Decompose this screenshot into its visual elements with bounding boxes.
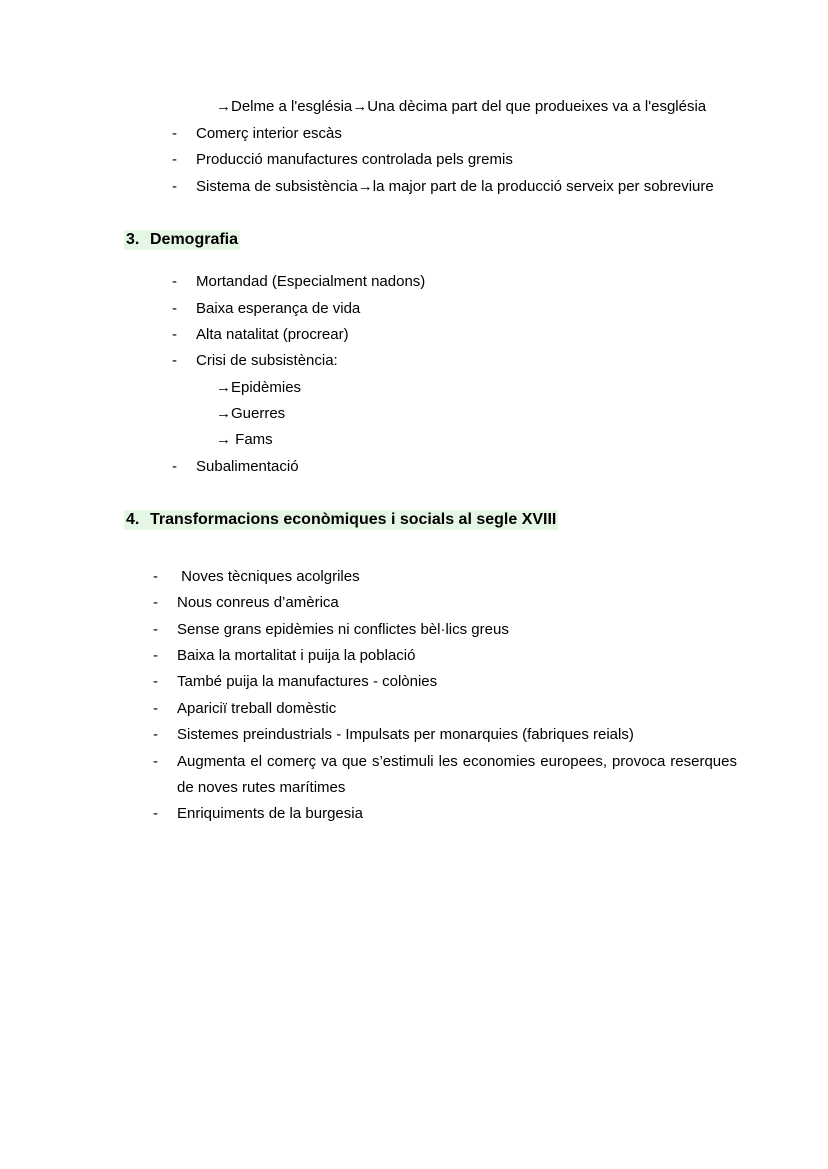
list-item: Comerç interior escàs: [196, 125, 342, 142]
bullet: -: [172, 151, 177, 168]
section-heading-transformacions: [120, 509, 562, 531]
heading-title: Demografia: [150, 231, 239, 248]
arrow-line-delme: →Delme a l'església→Una dècima part del que produeixes va a l'església: [216, 98, 707, 115]
section-heading-demografia: [120, 229, 244, 251]
heading-title: Transformacions econòmiques i socials al segle XVIII: [150, 511, 557, 528]
bullet: -: [172, 326, 177, 343]
bullet: -: [153, 673, 158, 690]
list-item: Sistemes preindustrials - Impulsats per monarquies (fabriques reials): [177, 726, 634, 743]
sub-item: →Guerres: [216, 405, 286, 422]
bullet: -: [172, 458, 177, 475]
bullet: -: [153, 726, 158, 743]
list-item: També puija la manufactures - colònies: [177, 673, 438, 690]
heading-number: 3.: [126, 231, 140, 248]
bullet: -: [172, 273, 177, 290]
list-item: Alta natalitat (procrear): [196, 326, 349, 343]
heading-highlight: [124, 230, 240, 250]
bullet: -: [153, 753, 158, 770]
list-item: Noves tècniques acolgriles: [177, 568, 360, 585]
sub-item: → Fams: [216, 431, 273, 448]
list-item-continuation: de noves rutes marítimes: [177, 779, 346, 796]
bullet: -: [153, 700, 158, 717]
bullet: -: [172, 352, 177, 369]
list-item-justified: Augmenta el comerç va que s’estimuli les economies europees, provoca reserques: [177, 753, 737, 770]
list-item: Sense grans epidèmies ni conflictes bèl·lics greus: [177, 621, 509, 638]
list-item: Mortandad (Especialment nadons): [196, 273, 426, 290]
bullet: -: [172, 125, 177, 142]
heading-highlight: [124, 510, 558, 530]
list-item: Sistema de subsistència→la major part de la producció serveix per sobreviure: [196, 178, 714, 195]
bullet: -: [172, 178, 177, 195]
sub-item: →Epidèmies: [216, 379, 302, 396]
list-item: Subalimentació: [196, 458, 299, 475]
list-item: Baixa esperança de vida: [196, 300, 361, 317]
bullet: -: [172, 300, 177, 317]
bullet: -: [153, 621, 158, 638]
bullet: -: [153, 647, 158, 664]
list-item: Producció manufactures controlada pels gremis: [196, 151, 513, 168]
list-item: Nous conreus d’amèrica: [177, 594, 339, 611]
list-item: Baixa la mortalitat i puija la població: [177, 647, 416, 664]
list-item: Enriquiments de la burgesia: [177, 805, 363, 822]
bullet: -: [153, 568, 158, 585]
list-item: Apariciï treball domèstic: [177, 700, 337, 717]
bullet: -: [153, 805, 158, 822]
list-item: Crisi de subsistència:: [196, 352, 338, 369]
heading-number: 4.: [126, 511, 140, 528]
bullet: -: [153, 594, 158, 611]
